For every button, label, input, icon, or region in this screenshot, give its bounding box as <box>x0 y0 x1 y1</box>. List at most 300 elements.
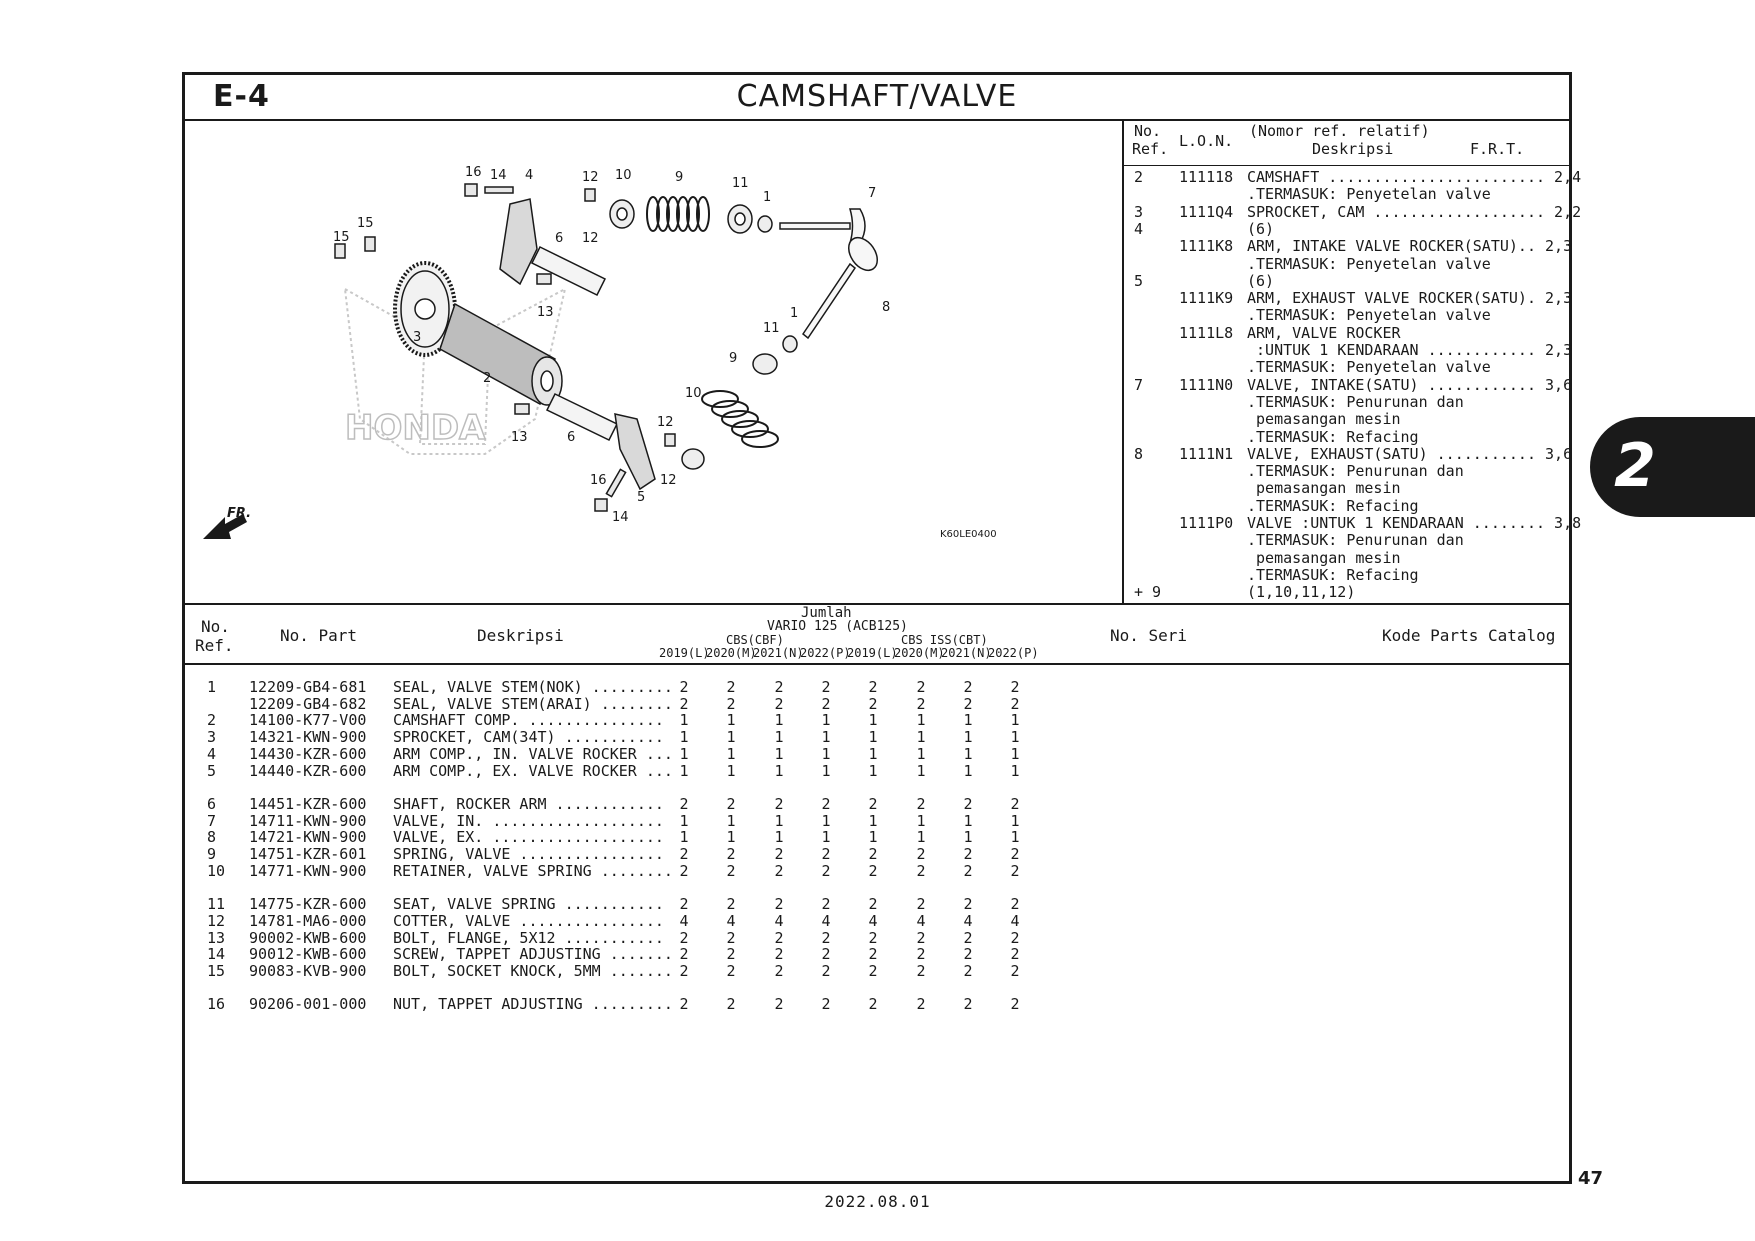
callout-11-b: 11 <box>763 321 780 336</box>
row-qty: 2 <box>868 961 878 980</box>
row-qty: 2 <box>821 928 831 947</box>
row-qty: 1 <box>821 744 831 763</box>
row-qty: 4 <box>1010 911 1020 930</box>
row-part-no: 14775-KZR-600 <box>249 895 367 914</box>
row-qty: 2 <box>774 794 784 813</box>
row-ref: 1 <box>207 678 217 696</box>
row-qty: 1 <box>821 828 831 847</box>
ref-row <box>1124 307 1569 324</box>
ref-row <box>1124 514 1582 532</box>
table-row <box>185 829 1569 846</box>
ref-row-desc: .TERMASUK: Penyetelan valve <box>1247 358 1491 377</box>
callout-16-b: 16 <box>590 473 607 488</box>
table-row <box>185 729 1569 746</box>
callout-2: 2 <box>483 371 492 386</box>
callout-4: 4 <box>525 168 534 183</box>
row-desc: VALVE, IN. ................... <box>393 811 664 830</box>
row-part-no: 90002-KWB-600 <box>249 928 367 947</box>
row-qty: 4 <box>916 911 926 930</box>
table-row <box>185 712 1569 729</box>
callout-14-b: 14 <box>612 510 629 525</box>
row-qty: 1 <box>1010 711 1020 730</box>
row-qty: 1 <box>726 761 736 780</box>
ref-row <box>1124 202 1582 221</box>
row-qty: 2 <box>916 995 926 1014</box>
callout-13-b: 13 <box>511 430 528 445</box>
ref-row-no: 8 <box>1134 444 1144 463</box>
row-qty: 2 <box>726 961 736 980</box>
row-qty: 1 <box>726 728 736 747</box>
row-qty: 2 <box>916 895 926 914</box>
row-qty: 2 <box>1010 694 1020 713</box>
row-qty: 1 <box>868 711 878 730</box>
row-qty: 2 <box>821 845 831 863</box>
col-year: 2021(N) <box>941 646 992 660</box>
row-part-no: 90083-KVB-900 <box>249 961 367 980</box>
ref-row <box>1124 532 1569 549</box>
col-year: 2020(M) <box>706 646 757 660</box>
table-row <box>185 696 1569 713</box>
ref-row-desc: ARM, INTAKE VALVE ROCKER(SATU).. 2,3 <box>1247 237 1573 256</box>
row-desc: CAMSHAFT COMP. ............... <box>393 711 664 730</box>
row-qty: 2 <box>1010 961 1020 980</box>
col-model: VARIO 125 (ACB125) <box>767 619 908 634</box>
ref-row-desc: ARM, EXHAUST VALVE ROCKER(SATU). 2,3 <box>1247 289 1573 308</box>
row-qty: 2 <box>821 961 831 980</box>
row-ref: 3 <box>207 728 217 747</box>
ref-head-frt: F.R.T. <box>1470 140 1525 158</box>
ref-panel-header <box>1124 119 1569 166</box>
callout-15-a: 15 <box>357 216 374 231</box>
row-desc: SPROCKET, CAM(34T) ........... <box>393 728 664 747</box>
col-serial: No. Seri <box>1110 626 1188 645</box>
row-qty: 4 <box>868 911 878 930</box>
row-qty: 2 <box>868 694 878 713</box>
row-qty: 2 <box>963 961 973 980</box>
table-row <box>185 679 1569 696</box>
row-part-no: 14721-KWN-900 <box>249 828 367 847</box>
row-qty: 1 <box>821 711 831 730</box>
row-qty: 2 <box>1010 678 1020 696</box>
row-qty: 1 <box>679 711 689 730</box>
ref-row-desc: .TERMASUK: Penurunan dan <box>1247 392 1464 411</box>
row-qty: 2 <box>963 861 973 880</box>
ref-row <box>1124 429 1569 446</box>
ref-row-lon: 1111Q4 <box>1179 202 1234 221</box>
row-qty: 2 <box>679 895 689 914</box>
row-desc: SEAT, VALVE SPRING ........... <box>393 895 664 914</box>
ref-row <box>1124 186 1569 203</box>
col-no: No. <box>201 617 230 636</box>
table-row <box>185 813 1569 830</box>
row-ref: 5 <box>207 761 217 780</box>
row-desc: SEAL, VALVE STEM(ARAI) ........ <box>393 694 673 713</box>
row-part-no: 14711-KWN-900 <box>249 811 367 830</box>
row-qty: 1 <box>774 744 784 763</box>
row-qty: 1 <box>916 744 926 763</box>
table-row <box>185 746 1569 763</box>
ref-row-desc: (6) <box>1247 271 1275 290</box>
page-number: 47 <box>1578 1168 1604 1189</box>
table-row <box>185 913 1569 930</box>
table-row <box>185 996 1569 1013</box>
ref-row <box>1124 550 1569 567</box>
callout-6-a: 6 <box>555 231 564 246</box>
row-qty: 1 <box>1010 828 1020 847</box>
ref-head-no: No. <box>1134 122 1162 140</box>
row-qty: 1 <box>1010 744 1020 763</box>
row-qty: 2 <box>916 861 926 880</box>
col-jumlah: Jumlah <box>801 605 852 621</box>
row-qty: 2 <box>679 961 689 980</box>
row-qty: 1 <box>868 728 878 747</box>
ref-row-desc: .TERMASUK: Refacing <box>1247 496 1419 515</box>
row-qty: 2 <box>1010 845 1020 863</box>
col-ref: Ref. <box>195 636 234 655</box>
row-qty: 2 <box>1010 945 1020 964</box>
row-qty: 2 <box>774 928 784 947</box>
ref-row <box>1124 237 1573 256</box>
row-ref: 10 <box>207 861 226 880</box>
row-qty: 2 <box>1010 995 1020 1014</box>
row-qty: 1 <box>916 761 926 780</box>
row-qty: 2 <box>821 861 831 880</box>
row-desc: SHAFT, ROCKER ARM ............ <box>393 794 664 813</box>
row-qty: 1 <box>821 728 831 747</box>
row-qty: 1 <box>679 761 689 780</box>
row-qty: 2 <box>821 895 831 914</box>
row-part-no: 14771-KWN-900 <box>249 861 367 880</box>
row-qty: 1 <box>726 744 736 763</box>
col-year: 2022(P) <box>800 646 851 660</box>
row-part-no: 14100-K77-V00 <box>249 711 367 730</box>
row-qty: 2 <box>774 861 784 880</box>
row-desc: SCREW, TAPPET ADJUSTING ....... <box>393 945 673 964</box>
ref-row-desc: ARM, VALVE ROCKER <box>1247 323 1401 342</box>
table-row <box>185 846 1569 863</box>
parts-table-header <box>185 605 1569 665</box>
row-qty: 1 <box>679 828 689 847</box>
row-desc: SEAL, VALVE STEM(NOK) ......... <box>393 678 673 696</box>
callout-14: 14 <box>490 168 507 183</box>
ref-row-desc: VALVE, EXHAUST(SATU) ........... 3,6 <box>1247 444 1573 463</box>
row-qty: 1 <box>868 828 878 847</box>
callout-1-b: 1 <box>790 306 799 321</box>
ref-row <box>1124 168 1582 186</box>
row-qty: 2 <box>868 794 878 813</box>
row-qty: 2 <box>868 895 878 914</box>
row-qty: 2 <box>679 794 689 813</box>
ref-head-desc: Deskripsi <box>1312 140 1394 158</box>
row-desc: VALVE, EX. ................... <box>393 828 664 847</box>
row-ref: 15 <box>207 961 226 980</box>
row-part-no: 14781-MA6-000 <box>249 911 367 930</box>
row-ref: 14 <box>207 945 226 964</box>
ref-row-desc: .TERMASUK: Refacing <box>1247 565 1419 584</box>
row-ref: 7 <box>207 811 217 830</box>
row-desc: ARM COMP., EX. VALVE ROCKER ... <box>393 761 673 780</box>
footer-date: 2022.08.01 <box>824 1192 931 1211</box>
row-qty: 2 <box>916 694 926 713</box>
callout-9-b: 9 <box>729 351 738 366</box>
table-row <box>185 930 1569 947</box>
callout-12-b: 12 <box>582 231 599 246</box>
row-qty: 2 <box>726 794 736 813</box>
row-qty: 2 <box>963 945 973 964</box>
row-qty: 4 <box>774 911 784 930</box>
ref-row-desc: pemasangan mesin <box>1247 548 1401 567</box>
row-part-no: 14321-KWN-900 <box>249 728 367 747</box>
row-qty: 2 <box>774 995 784 1014</box>
callout-11: 11 <box>732 176 749 191</box>
row-qty: 2 <box>963 678 973 696</box>
ref-head-lon: L.O.N. <box>1179 132 1234 150</box>
row-part-no: 90206-001-000 <box>249 995 367 1014</box>
row-qty: 4 <box>726 911 736 930</box>
row-qty: 2 <box>726 995 736 1014</box>
ref-head-ref: Ref. <box>1132 140 1169 158</box>
row-qty: 2 <box>726 895 736 914</box>
ref-row <box>1124 359 1569 376</box>
table-row <box>185 896 1569 913</box>
row-ref: 12 <box>207 911 226 930</box>
callout-5: 5 <box>637 490 646 505</box>
ref-row-lon: 1111K9 <box>1179 289 1234 308</box>
row-desc: BOLT, SOCKET KNOCK, 5MM ....... <box>393 961 673 980</box>
row-part-no: 14440-KZR-600 <box>249 761 367 780</box>
callout-6-b: 6 <box>567 430 576 445</box>
row-qty: 2 <box>774 961 784 980</box>
row-qty: 2 <box>726 678 736 696</box>
row-qty: 2 <box>726 845 736 863</box>
row-qty: 1 <box>821 761 831 780</box>
ref-row-desc: pemasangan mesin <box>1247 410 1401 429</box>
row-qty: 2 <box>1010 928 1020 947</box>
row-qty: 1 <box>726 828 736 847</box>
col-group-cbs-iss: CBS ISS(CBT) <box>901 633 988 647</box>
row-qty: 1 <box>774 811 784 830</box>
ref-row <box>1124 273 1569 290</box>
row-desc: ARM COMP., IN. VALVE ROCKER ... <box>393 744 673 763</box>
row-qty: 2 <box>916 928 926 947</box>
ref-row <box>1124 375 1573 394</box>
row-qty: 1 <box>1010 761 1020 780</box>
row-qty: 2 <box>821 995 831 1014</box>
col-part-no: No. Part <box>280 626 358 645</box>
callout-12-c: 12 <box>657 415 674 430</box>
callout-12-d: 12 <box>660 473 677 488</box>
ref-row-no: 2 <box>1134 168 1144 186</box>
row-qty: 1 <box>916 828 926 847</box>
row-qty: 1 <box>679 744 689 763</box>
callout-9: 9 <box>675 170 684 185</box>
ref-row-desc: .TERMASUK: Penurunan dan <box>1247 531 1464 550</box>
ref-row <box>1124 289 1573 308</box>
row-qty: 2 <box>963 694 973 713</box>
section-tab <box>1590 417 1755 517</box>
callout-16: 16 <box>465 165 482 180</box>
row-qty: 1 <box>868 811 878 830</box>
callout-7: 7 <box>868 186 877 201</box>
ref-row <box>1124 256 1569 273</box>
row-qty: 2 <box>916 945 926 964</box>
diagram-svg <box>185 119 1120 603</box>
row-qty: 1 <box>963 728 973 747</box>
row-qty: 2 <box>679 945 689 964</box>
row-qty: 2 <box>1010 895 1020 914</box>
row-qty: 1 <box>726 711 736 730</box>
row-ref: 13 <box>207 928 226 947</box>
callout-13-a: 13 <box>537 305 554 320</box>
row-ref: 8 <box>207 828 217 847</box>
row-qty: 1 <box>679 811 689 830</box>
callout-8: 8 <box>882 300 891 315</box>
ref-row-desc: .TERMASUK: Penurunan dan <box>1247 462 1464 481</box>
row-qty: 4 <box>963 911 973 930</box>
row-qty: 2 <box>868 861 878 880</box>
row-qty: 2 <box>774 845 784 863</box>
ref-row-lon: 1111K8 <box>1179 237 1234 256</box>
row-part-no: 14451-KZR-600 <box>249 794 367 813</box>
title-bar <box>185 75 1569 121</box>
row-ref: 2 <box>207 711 217 730</box>
row-qty: 2 <box>774 895 784 914</box>
ref-row-desc: VALVE, INTAKE(SATU) ............ 3,6 <box>1247 375 1573 394</box>
row-qty: 2 <box>726 945 736 964</box>
row-ref: 9 <box>207 845 217 863</box>
row-desc: NUT, TAPPET ADJUSTING ......... <box>393 995 673 1014</box>
ref-row <box>1124 411 1569 428</box>
ref-row <box>1124 444 1573 463</box>
table-row <box>185 863 1569 880</box>
row-part-no: 12209-GB4-681 <box>249 678 367 696</box>
row-qty: 1 <box>916 728 926 747</box>
row-qty: 2 <box>821 678 831 696</box>
callout-12: 12 <box>582 170 599 185</box>
ref-row-desc: .TERMASUK: Refacing <box>1247 427 1419 446</box>
row-qty: 2 <box>868 928 878 947</box>
row-qty: 1 <box>774 711 784 730</box>
ref-row-lon: 1111N1 <box>1179 444 1234 463</box>
section-code: E-4 <box>213 79 270 114</box>
row-qty: 2 <box>726 928 736 947</box>
section-tab-number: 2 <box>1614 431 1656 501</box>
row-qty: 1 <box>1010 811 1020 830</box>
row-desc: RETAINER, VALVE SPRING ........ <box>393 861 673 880</box>
diagram-code: K60LE0400 <box>940 529 997 540</box>
row-qty: 2 <box>679 995 689 1014</box>
exploded-diagram <box>185 119 1124 603</box>
col-year: 2019(L) <box>659 646 710 660</box>
row-qty: 1 <box>726 811 736 830</box>
row-qty: 2 <box>821 694 831 713</box>
ref-row <box>1124 567 1569 584</box>
row-qty: 2 <box>774 945 784 964</box>
row-qty: 1 <box>774 728 784 747</box>
row-part-no: 90012-KWB-600 <box>249 945 367 964</box>
row-qty: 2 <box>916 678 926 696</box>
row-qty: 1 <box>916 811 926 830</box>
ref-row-desc: (1,10,11,12) <box>1247 583 1356 602</box>
page-title: CAMSHAFT/VALVE <box>736 79 1018 114</box>
row-qty: 1 <box>963 811 973 830</box>
col-year: 2022(P) <box>988 646 1039 660</box>
row-qty: 1 <box>963 828 973 847</box>
ref-row <box>1124 221 1569 238</box>
row-qty: 2 <box>679 928 689 947</box>
row-qty: 4 <box>821 911 831 930</box>
row-desc: SPRING, VALVE ................ <box>393 845 664 863</box>
row-qty: 2 <box>868 995 878 1014</box>
col-year: 2020(M) <box>894 646 945 660</box>
row-qty: 2 <box>679 694 689 713</box>
row-qty: 2 <box>963 845 973 863</box>
ref-row <box>1124 584 1569 601</box>
row-qty: 2 <box>868 845 878 863</box>
ref-row-no: 3 <box>1134 202 1144 221</box>
row-qty: 1 <box>774 761 784 780</box>
row-qty: 2 <box>726 861 736 880</box>
row-qty: 2 <box>774 678 784 696</box>
valve-springs <box>647 197 778 447</box>
ref-row-lon: 1111N0 <box>1179 375 1234 394</box>
row-part-no: 14751-KZR-601 <box>249 845 367 863</box>
row-qty: 1 <box>868 744 878 763</box>
ref-row <box>1124 498 1569 515</box>
row-qty: 2 <box>821 794 831 813</box>
row-qty: 2 <box>963 995 973 1014</box>
table-row <box>185 763 1569 780</box>
row-qty: 1 <box>963 761 973 780</box>
row-qty: 2 <box>868 945 878 964</box>
row-qty: 4 <box>679 911 689 930</box>
row-qty: 1 <box>916 711 926 730</box>
row-qty: 1 <box>963 744 973 763</box>
row-qty: 2 <box>963 794 973 813</box>
ref-row-desc: (6) <box>1247 219 1275 238</box>
honda-logo-text: HONDA <box>345 408 486 448</box>
ref-row-lon: 1111P0 <box>1179 514 1234 532</box>
col-desc: Deskripsi <box>477 626 564 645</box>
row-desc: BOLT, FLANGE, 5X12 ........... <box>393 928 664 947</box>
col-group-cbs: CBS(CBF) <box>726 633 784 647</box>
ref-row <box>1124 325 1569 342</box>
row-qty: 2 <box>726 694 736 713</box>
ref-row-desc: SPROCKET, CAM ................... 2,2 <box>1247 202 1582 221</box>
ref-panel <box>1124 119 1582 603</box>
row-qty: 2 <box>916 794 926 813</box>
row-qty: 2 <box>963 895 973 914</box>
ref-row-no: 5 <box>1134 271 1144 290</box>
row-qty: 2 <box>679 861 689 880</box>
table-row <box>185 946 1569 963</box>
ref-row <box>1124 480 1569 497</box>
row-desc: COTTER, VALVE ................ <box>393 911 664 930</box>
row-qty: 2 <box>821 945 831 964</box>
ref-row-lon: 1111L8 <box>1179 323 1234 342</box>
row-part-no: 12209-GB4-682 <box>249 694 367 713</box>
row-qty: 1 <box>679 728 689 747</box>
row-ref: 11 <box>207 895 226 914</box>
ref-row-desc: CAMSHAFT ........................ 2,4 <box>1247 168 1582 186</box>
callout-3: 3 <box>413 330 422 345</box>
ref-row-desc: .TERMASUK: Penyetelan valve <box>1247 306 1491 325</box>
callout-1: 1 <box>763 190 772 205</box>
ref-row <box>1124 394 1569 411</box>
ref-row-desc: .TERMASUK: Penyetelan valve <box>1247 185 1491 204</box>
row-qty: 1 <box>774 828 784 847</box>
row-qty: 2 <box>774 694 784 713</box>
